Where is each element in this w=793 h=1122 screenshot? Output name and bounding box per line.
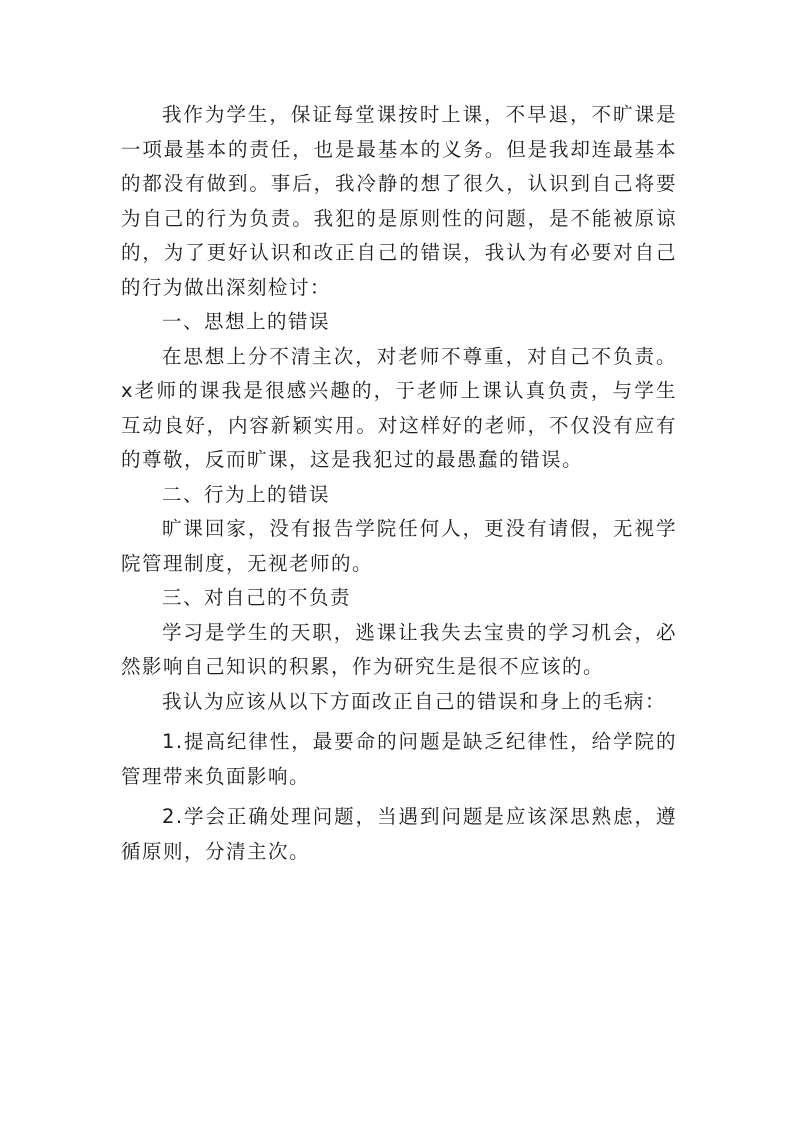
heading-behavior-error: 二、行为上的错误 bbox=[161, 482, 330, 506]
paragraph-self-irresponsibility: 学习是学生的天职，逃课让我失去宝贵的学习机会，必然影响自己知识的积累，作为研究生是很不应该的。 bbox=[121, 620, 677, 678]
heading-thought-error: 一、思想上的错误 bbox=[161, 310, 330, 333]
heading-self-irresponsibility: 三、对自己的不负责 bbox=[161, 586, 351, 609]
document-body bbox=[121, 98, 677, 869]
list-item-discipline: 1.提高纪律性，最要命的问题是缺乏纪律性，给学院的管理带来负面影响。 bbox=[121, 730, 677, 788]
paragraph-behavior-error: 旷课回家，没有报告学院任何人，更没有请假，无视学院管理制度，无视老师的。 bbox=[121, 517, 677, 575]
list-item-problem-handling: 2.学会正确处理问题，当遇到问题是应该深思熟虑，遵循原则，分清主次。 bbox=[121, 805, 677, 863]
paragraph-intro: 我作为学生，保证每堂课按时上课，不早退，不旷课是一项最基本的责任，也是最基本的义务。但是我却连最基本的都没有做到。事后，我冷静的想了很久，认识到自己将要为自己的行为负责。我犯的是原则性的问题，是不能被原谅的，为了更好认识和改正自己的错误，我认为有必要对自己的行为做出深刻检讨： bbox=[121, 103, 677, 299]
paragraph-thought-error: 在思想上分不清主次，对老师不尊重，对自己不负责。x老师的课我是很感兴趣的，于老师上课认真负责，与学生互动良好，内容新颖实用。对这样好的老师，不仅没有应有的尊敬，反而旷课，这是我犯过的最愚蠢的错误。 bbox=[121, 344, 677, 471]
paragraph-correction-intro: 我认为应该从以下方面改正自己的错误和身上的毛病： bbox=[161, 689, 666, 713]
